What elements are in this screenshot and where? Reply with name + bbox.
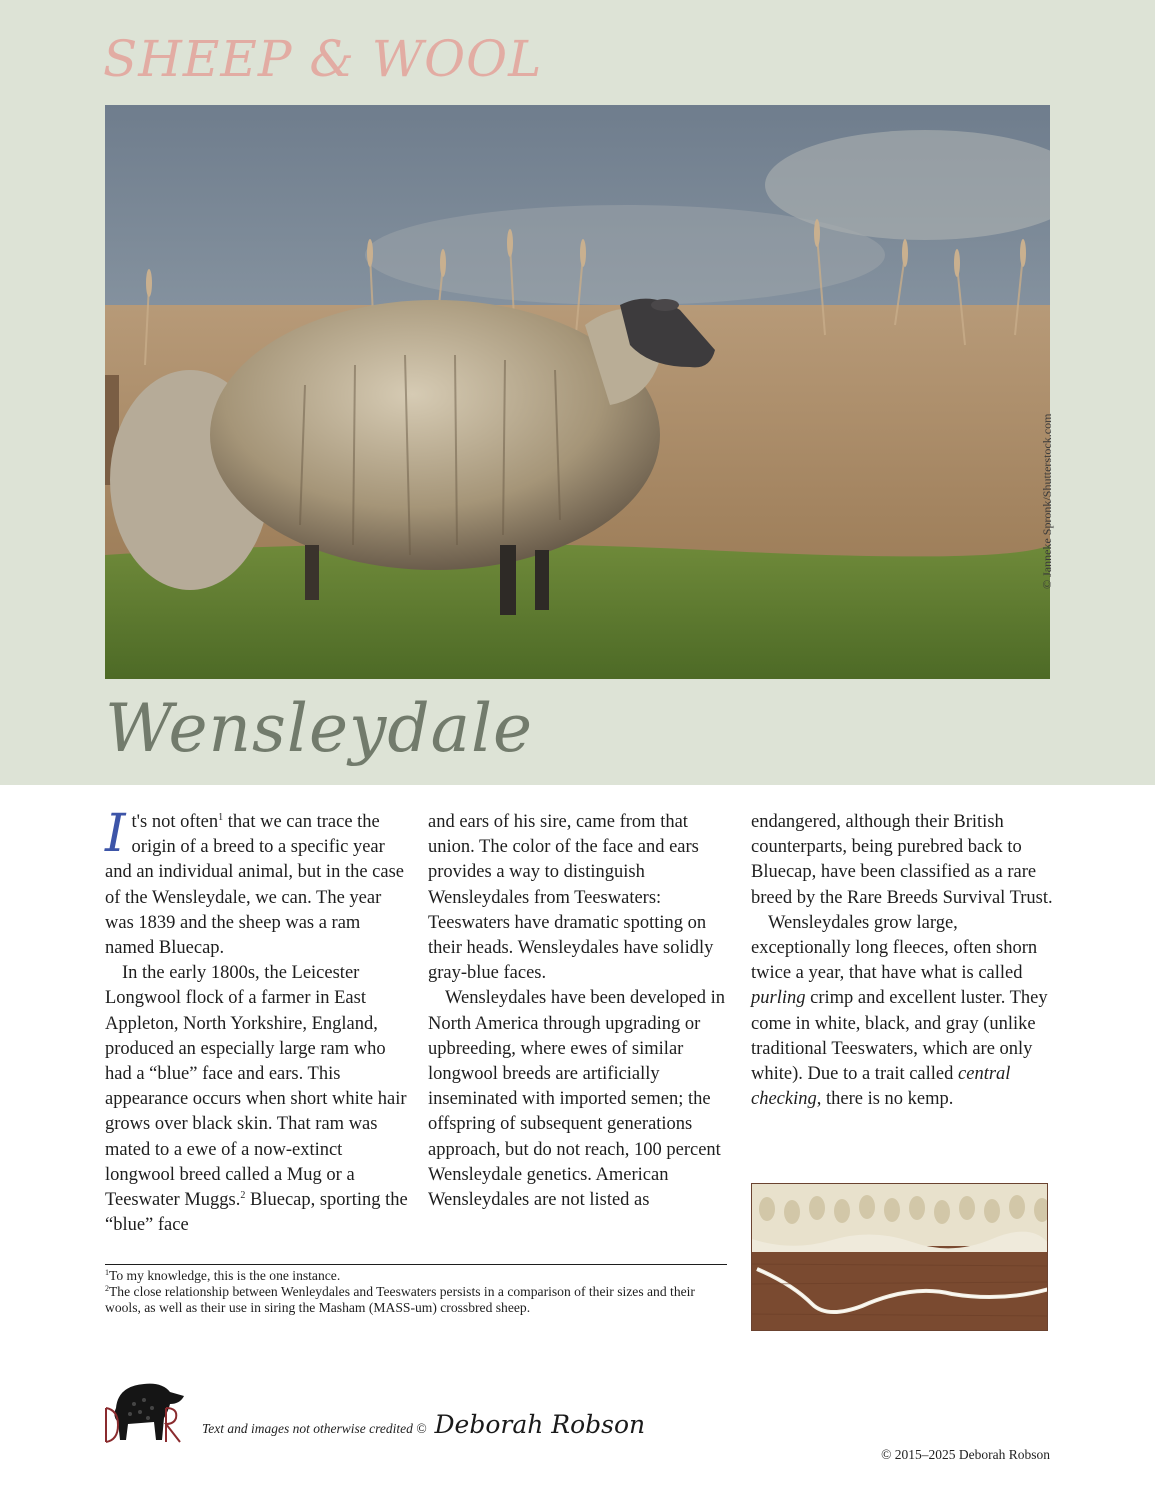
purling-term: purling <box>751 988 806 1009</box>
central-checking-term: central checking <box>751 1064 1011 1110</box>
author-signature: Deborah Robson <box>434 1410 646 1439</box>
fleece-text-c: , there is no kemp. <box>816 1089 954 1110</box>
photo-credit: © Janneke Spronk/Shutterstock.com <box>1040 413 1054 589</box>
text-column-2 <box>428 810 733 1213</box>
intro-paragraph <box>105 804 410 961</box>
footnote-2-text: The close relationship between Wenleydales and Teeswaters persists in a comparison of their sizes and their wools, as well as their use in siring the Masham (MASS-um) crossbred sheep. <box>105 1284 695 1315</box>
fleece-paragraph <box>751 911 1056 1113</box>
footnote-2 <box>105 1284 725 1316</box>
fleece-text-a: Wensleydales grow large, exceptionally long fleeces, often shorn twice a year, that have what is called <box>751 912 1038 984</box>
attribution <box>202 1410 645 1439</box>
drop-cap: I <box>105 804 126 864</box>
rare-breed-paragraph: endangered, although their British counterparts, being purebred back to Bluecap, have been classified as a rare breed by the Rare Breeds Survival Trust. <box>751 812 1053 908</box>
intro-text-a: t's not often <box>131 812 219 832</box>
history-paragraph <box>105 961 410 1238</box>
knitted-yarn-photo <box>751 1183 1048 1331</box>
attribution-text: Text and images not otherwise credited © <box>202 1421 427 1436</box>
north-america-paragraph: Wensleydales have been developed in North America through upgrading or upbreeding, where ewes of similar longwool breeds are artificially inseminated with imported semen; the offspring of subsequent generations approach, but do not reach, 100 percent Wensleydale genetics. American Wensleydales are not listed as <box>428 988 726 1211</box>
footnote-ref-2: 2 <box>240 1190 246 1202</box>
wensleydale-sheep-photo <box>105 105 1050 679</box>
history-text-a: In the early 1800s, the Leicester Longwool flock of a farmer in East Appleton, North Yorkshire, England, produced an especially large ram who had a “blue” face and ears. This appearance occurs when short white hair grows over black skin. That ram was mated to a ewe of a now-extinct longwool breed called a Mug or a Teeswater Muggs. <box>105 963 407 1211</box>
fleece-text-b: crimp and excellent luster. They come in white, black, and gray (unlike traditional Teeswaters, which are only white). Due to a trait called <box>751 988 1048 1085</box>
footnote-rule <box>105 1264 727 1265</box>
footnote-1-text: To my knowledge, this is the one instance. <box>109 1268 341 1283</box>
intro-text-b: that we can trace the origin of a breed to a specific year and an individual animal, but in the case of the Wensleydale, we can. The year was 1839 and the sheep was a ram named Bluecap. <box>105 812 404 959</box>
text-column-1 <box>105 804 410 1238</box>
footnote-ref-1: 1 <box>218 812 224 823</box>
footnote-1 <box>105 1268 725 1284</box>
copyright: © 2015–2025 Deborah Robson <box>881 1447 1050 1462</box>
text-column-3 <box>751 810 1056 1112</box>
face-color-paragraph: and ears of his sire, came from that union. The color of the face and ears provides a way to distinguish Wensleydales from Teeswaters: Teeswaters have dramatic spotting on their heads. Wensleydales have solidly gray-blue faces. <box>428 812 714 984</box>
footnote-1-number: 1 <box>105 1268 109 1277</box>
breed-title: Wensleydale <box>105 690 534 767</box>
dr-sheep-logo <box>104 1378 186 1444</box>
footnote-2-number: 2 <box>105 1284 109 1293</box>
footnotes <box>105 1268 725 1316</box>
series-title: SHEEP & WOOL <box>103 30 543 88</box>
history-text-b: Bluecap, sporting the “blue” face <box>105 1190 408 1236</box>
